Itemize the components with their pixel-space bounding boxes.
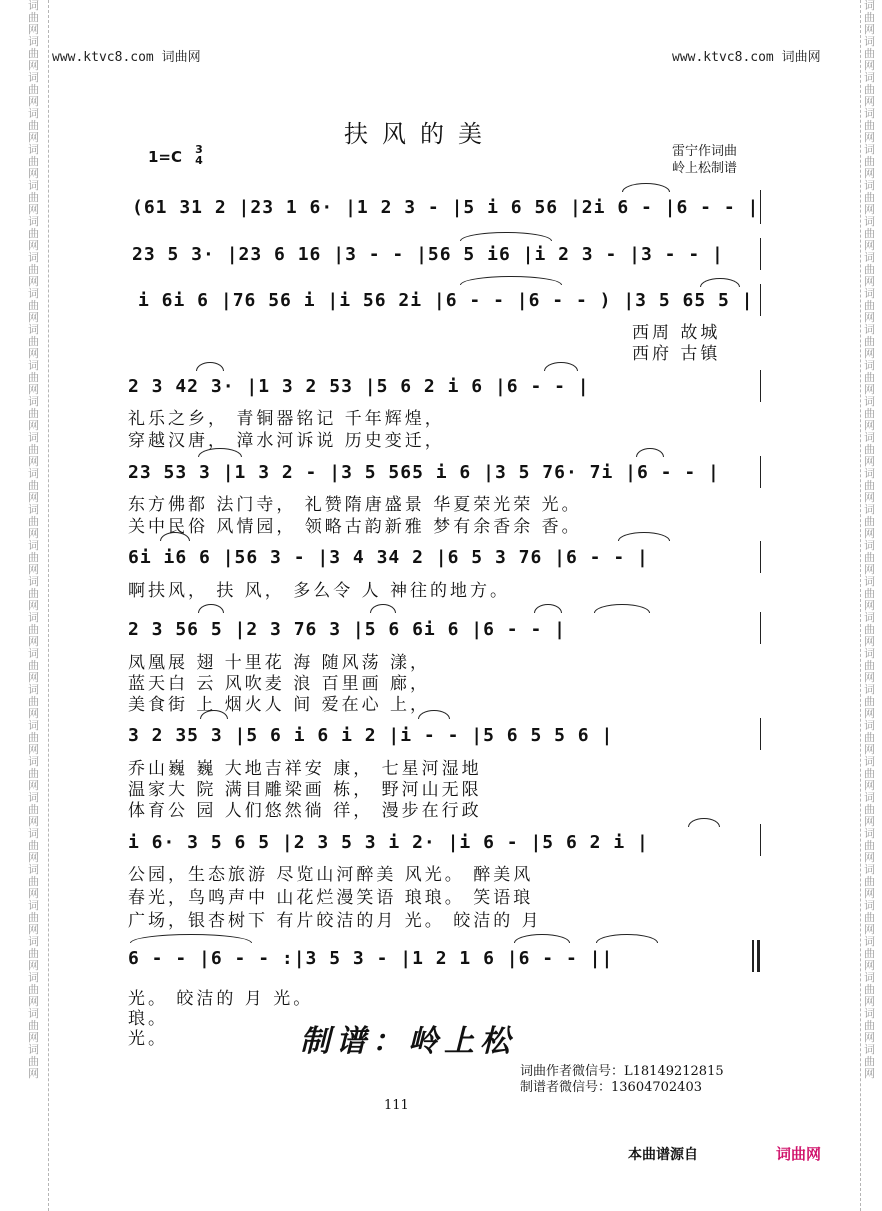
song-title: 扶风的美 (344, 120, 496, 148)
page-number: 111 (384, 1098, 409, 1113)
lyric-line: 美食街 上 烟火人 间 爱在心 上， (128, 695, 431, 715)
slur (700, 278, 740, 287)
lyric-line: 公园，生态旅游 尽览山河醉美 风光。 醉美风 (128, 865, 534, 885)
notation-line: (61 31 2 |23 1 6· |1 2 3 - |5 i 6 56 |2i 6 - |6 - - | (132, 197, 760, 218)
lyric-line: 蓝天白 云 风吹麦 浪 百里画 廊， (128, 674, 431, 694)
lyric-line: 广场，银杏树下 有片皎洁的月 光。 皎洁的 月 (128, 911, 542, 931)
source-site-link[interactable]: 词曲网 (776, 1145, 822, 1163)
lyric-line: 乔山巍 巍 大地吉祥安 康， 七星河湿地 (128, 759, 482, 779)
barline (760, 284, 761, 316)
lyric-line: 东方佛都 法门寺， 礼赞隋唐盛景 华夏荣光荣 光。 (128, 495, 582, 515)
slur (636, 448, 664, 457)
lyric-line: 光。 皎洁的 月 光。 (128, 989, 314, 1009)
notation-line: 2 3 42 3· |1 3 2 53 |5 6 2 i 6 |6 - - | (128, 376, 590, 397)
barline (760, 456, 761, 488)
left-watermark-strip: 词曲网词曲网词曲网词曲网词曲网词曲网词曲网词曲网词曲网词曲网词曲网词曲网词曲网词曲网词曲网词曲网词曲网词曲网词曲网词曲网词曲网词曲网词曲网词曲网词曲网词曲网词曲网词曲网词曲网词曲网 (28, 0, 39, 1080)
slur (534, 604, 562, 613)
notation-line: 3 2 35 3 |5 6 i 6 i 2 |i - - |5 6 5 5 6 | (128, 725, 614, 746)
right-margin-rule (860, 0, 861, 1211)
notation-line: 23 53 3 |1 3 2 - |3 5 565 i 6 |3 5 76· 7i |6 - - | (128, 462, 720, 483)
slur (622, 183, 670, 192)
lyric-line: 凤凰展 翅 十里花 海 随风荡 漾， (128, 653, 431, 673)
notation-line: 23 5 3· |23 6 16 |3 - - |56 5 i6 |i 2 3 - |3 - - | (132, 244, 724, 265)
right-watermark-strip: 词曲网词曲网词曲网词曲网词曲网词曲网词曲网词曲网词曲网词曲网词曲网词曲网词曲网词曲网词曲网词曲网词曲网词曲网词曲网词曲网词曲网词曲网词曲网词曲网词曲网词曲网词曲网词曲网词曲网词曲网 (864, 0, 875, 1080)
barline (760, 190, 761, 224)
final-barline (757, 940, 760, 972)
slur (130, 934, 252, 943)
slur (418, 710, 450, 719)
composer-credit: 雷宁作词曲 (672, 144, 738, 159)
slur (514, 934, 570, 943)
arranger-signature: 制谱：岭上松 (300, 1024, 516, 1059)
lyricist-wechat: 词曲作者微信号：L18149212815 (520, 1064, 724, 1079)
left-margin-rule (48, 0, 49, 1211)
slur (370, 604, 396, 613)
lyric-line: 温家大 院 满目雕梁画 栋， 野河山无限 (128, 780, 482, 800)
watermark-site-right: www.ktvc8.com 词曲网 (672, 50, 821, 65)
barline (760, 612, 761, 644)
lyric-line: 关中民俗 风情园， 领略古韵新雅 梦有余香余 香。 (128, 517, 582, 537)
lyric-line: 西周 故城 (632, 323, 721, 343)
slur (596, 934, 658, 943)
slur (544, 362, 578, 371)
lyric-line: 琅。 (128, 1009, 168, 1029)
slur (688, 818, 720, 827)
time-signature-bottom: 4 (195, 154, 203, 167)
slur (198, 604, 224, 613)
slur (594, 604, 650, 613)
source-label: 本曲谱源自 (628, 1147, 698, 1163)
notation-line: 6 - - |6 - - :|3 5 3 - |1 2 1 6 |6 - - || (128, 948, 614, 969)
lyric-line: 西府 古镇 (632, 344, 721, 364)
key-signature: 1=C (148, 148, 183, 166)
arranger-credit: 岭上松制谱 (672, 161, 738, 176)
arranger-wechat: 制谱者微信号：13604702403 (520, 1080, 702, 1095)
notation-line: i 6· 3 5 6 5 |2 3 5 3 i 2· |i 6 - |5 6 2 i | (128, 832, 649, 853)
time-signature-top: 3 (195, 143, 203, 156)
watermark-site-left: www.ktvc8.com 词曲网 (52, 50, 201, 65)
lyric-line: 光。 (128, 1029, 168, 1049)
slur (618, 532, 670, 541)
notation-line: i 6i 6 |76 56 i |i 56 2i |6 - - |6 - - ) |3 5 65 5 | (138, 290, 754, 311)
time-signature (194, 144, 204, 166)
notation-line: 2 3 56 5 |2 3 76 3 |5 6 6i 6 |6 - - | (128, 619, 566, 640)
slur (460, 232, 552, 241)
barline (760, 541, 761, 573)
slur (196, 362, 224, 371)
barline (760, 824, 761, 856)
lyric-line: 啊扶风， 扶 风， 多么令 人 神往的地方。 (128, 581, 511, 601)
barline (760, 370, 761, 402)
barline (760, 718, 761, 750)
final-barline (752, 940, 754, 972)
lyric-line: 穿越汉唐， 漳水河诉说 历史变迁， (128, 431, 445, 451)
barline (760, 238, 761, 270)
lyric-line: 礼乐之乡， 青铜器铭记 千年辉煌， (128, 409, 445, 429)
lyric-line: 春光，鸟鸣声中 山花烂漫笑语 琅琅。 笑语琅 (128, 888, 534, 908)
lyric-line: 体育公 园 人们悠然徜 徉， 漫步在行政 (128, 801, 482, 821)
notation-line: 6i i6 6 |56 3 - |3 4 34 2 |6 5 3 76 |6 - - | (128, 547, 649, 568)
slur (460, 276, 562, 285)
